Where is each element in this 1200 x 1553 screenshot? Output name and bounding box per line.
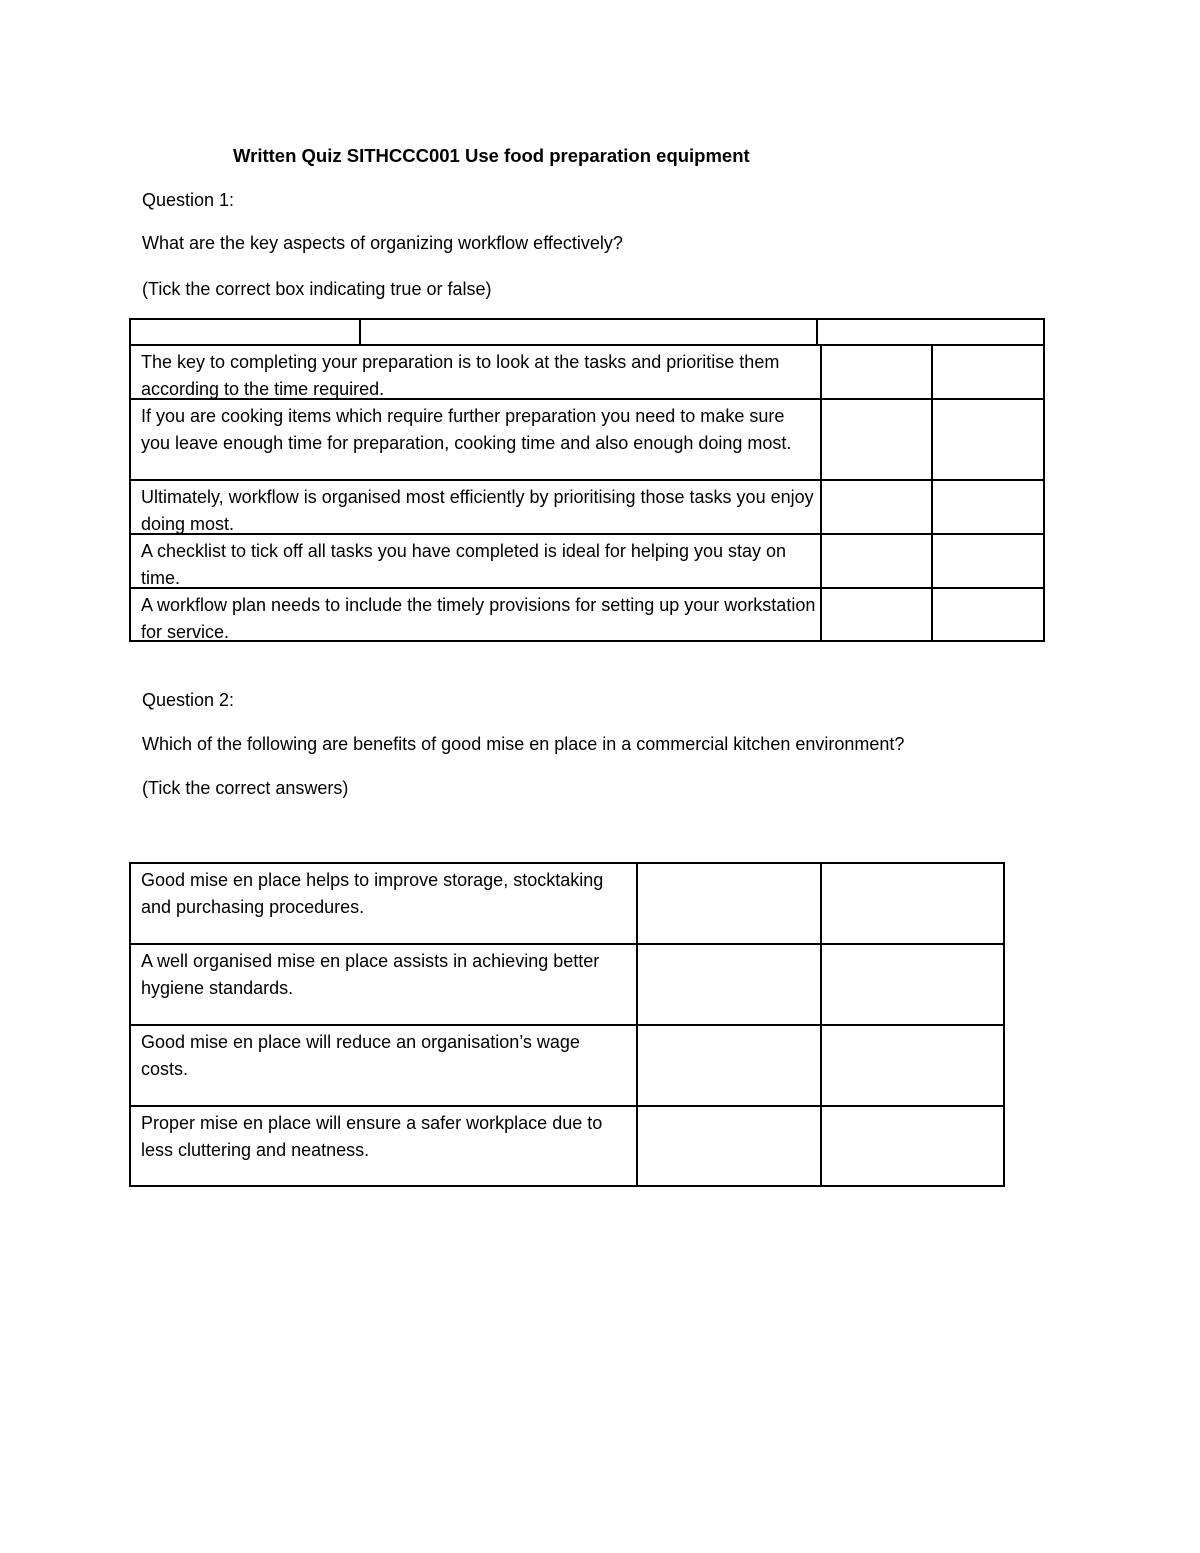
header-cell-answer bbox=[816, 320, 1043, 344]
document-title: Written Quiz SITHCCC001 Use food preparation equipment bbox=[233, 145, 750, 166]
tick-box[interactable] bbox=[822, 864, 1003, 943]
true-tick-box[interactable] bbox=[822, 589, 931, 640]
statement-text: Ultimately, workflow is organised most efficiently by prioritising those tasks you enjoy doing most. bbox=[141, 487, 814, 534]
header-cell-statement bbox=[131, 320, 361, 344]
statement-text: A checklist to tick off all tasks you have completed is ideal for helping you stay on time. bbox=[141, 541, 787, 588]
tick-box[interactable] bbox=[822, 1026, 1003, 1105]
false-tick-box[interactable] bbox=[933, 481, 1043, 533]
table-row bbox=[131, 481, 1043, 535]
true-tick-box[interactable] bbox=[822, 481, 931, 533]
table-row bbox=[131, 945, 1003, 1026]
table-row bbox=[131, 1026, 1003, 1107]
false-tick-box[interactable] bbox=[933, 346, 1043, 398]
question-2-instruction: (Tick the correct answers) bbox=[142, 778, 349, 798]
tick-box[interactable] bbox=[638, 1107, 820, 1185]
tick-box[interactable] bbox=[822, 1107, 1003, 1185]
question-2-label: Question 2: bbox=[142, 690, 235, 710]
statement-text: Proper mise en place will ensure a safer workplace due to less cluttering and neatness. bbox=[141, 1113, 603, 1160]
table-row bbox=[131, 1107, 1003, 1185]
tick-box[interactable] bbox=[638, 864, 820, 943]
statement-text: A well organised mise en place assists in achieving better hygiene standards. bbox=[141, 951, 600, 998]
table-row bbox=[131, 589, 1043, 640]
question-1-instruction: (Tick the correct box indicating true or false) bbox=[142, 279, 492, 299]
table-row bbox=[131, 400, 1043, 481]
true-tick-box[interactable] bbox=[822, 400, 931, 479]
statement-text: Good mise en place will reduce an organisation’s wage costs. bbox=[141, 1032, 580, 1079]
question-2-table bbox=[129, 862, 1005, 1187]
question-1-table-header bbox=[129, 318, 1045, 346]
statement-text: A workflow plan needs to include the timely provisions for setting up your workstation for service. bbox=[141, 595, 816, 642]
table-row bbox=[131, 864, 1003, 945]
tick-box[interactable] bbox=[638, 1026, 820, 1105]
statement-text: If you are cooking items which require further preparation you need to make sure you leave enough time for preparation, cooking time and also enough doing most. bbox=[141, 406, 792, 453]
question-1-text: What are the key aspects of organizing workflow effectively? bbox=[142, 233, 623, 253]
table-row bbox=[131, 535, 1043, 589]
table-row bbox=[131, 346, 1043, 400]
question-1-label: Question 1: bbox=[142, 190, 235, 210]
false-tick-box[interactable] bbox=[933, 589, 1043, 640]
question-1-table bbox=[129, 318, 1045, 642]
tick-box[interactable] bbox=[822, 945, 1003, 1024]
question-2-text: Which of the following are benefits of good mise en place in a commercial kitchen environment? bbox=[142, 734, 905, 754]
question-1-table-body bbox=[129, 344, 1045, 642]
false-tick-box[interactable] bbox=[933, 535, 1043, 587]
true-tick-box[interactable] bbox=[822, 346, 931, 398]
false-tick-box[interactable] bbox=[933, 400, 1043, 479]
true-tick-box[interactable] bbox=[822, 535, 931, 587]
statement-text: Good mise en place helps to improve storage, stocktaking and purchasing procedures. bbox=[141, 870, 604, 917]
statement-text: The key to completing your preparation is to look at the tasks and prioritise them according to the time required. bbox=[141, 352, 780, 399]
tick-box[interactable] bbox=[638, 945, 820, 1024]
header-cell-middle bbox=[359, 320, 818, 344]
